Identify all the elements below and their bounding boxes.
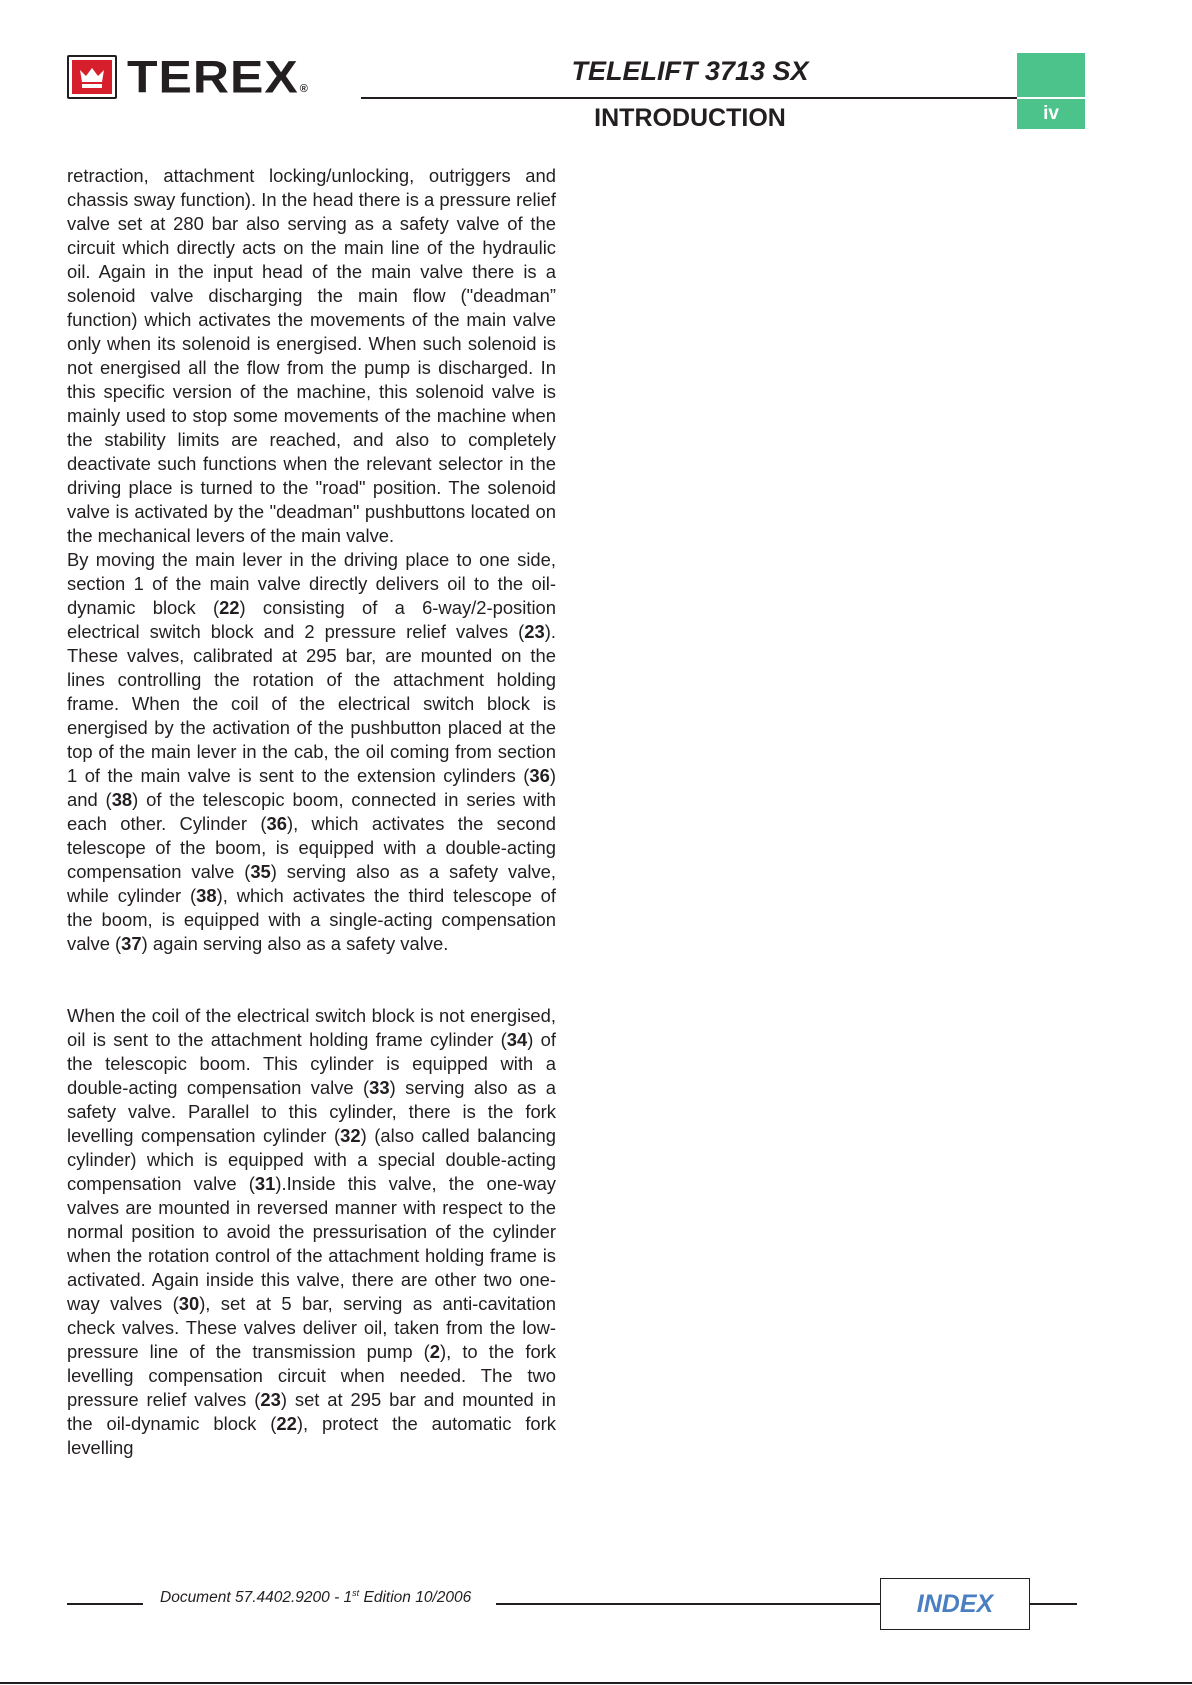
document-reference (160, 1588, 471, 1607)
footer-rule-middle (496, 1603, 880, 1605)
reference-number: 36 (529, 765, 550, 786)
reference-number: 33 (369, 1077, 390, 1098)
reference-number: 37 (121, 933, 142, 954)
reference-number: 36 (266, 813, 287, 834)
index-link[interactable]: INDEX (880, 1578, 1030, 1630)
body-column (67, 164, 556, 1460)
terex-logo (67, 53, 308, 101)
reference-number: 30 (178, 1293, 200, 1314)
reference-number: 22 (219, 597, 240, 618)
section-title: INTRODUCTION (594, 104, 786, 132)
reference-number: 32 (340, 1125, 361, 1146)
document-title: TELELIFT 3713 SX (571, 56, 809, 86)
page-number-tab: iv (1017, 99, 1085, 129)
paragraph-3: When the coil of the electrical switch block is not energised, oil is sent to the attachment holding frame cylinder (34) of the telescopic boom. This cylinder is equipped with a double-acting compensation valve (33) serving also as a safety valve. Parallel to this cylinder, there is the fork levelling compensation cylinder (32) (also called balancing cylinder) which is equipped with a special double-acting compensation valve (31).Inside this valve, the one-way valves are mounted in reversed manner with respect to the normal position to avoid the pressurisation of the cylinder when the rotation control of the attachment holding frame is activated. Again inside this valve, there are other two one-way valves (30), set at 5 bar, serving as anti-cavitation check valves. These valves deliver oil, taken from the low-pressure line of the transmission pump (2), to the fork levelling compensation circuit when needed. The two pressure relief valves (23) set at 295 bar and mounted in the oil-dynamic block (22), protect the automatic fork levelling (67, 1005, 557, 1458)
header-rule (361, 97, 1017, 99)
paragraph-2: By moving the main lever in the driving place to one side, section 1 of the main valve directly delivers oil to the oil-dynamic block (22) consisting of a 6-way/2-position electrical switch block and 2 pressure relief valves (23). These valves, calibrated at 295 bar, are mounted on the lines controlling the rotation of the attachment holding frame. When the coil of the electrical switch block is energised by the activation of the pushbutton placed at the top of the main lever in the cab, the oil coming from section 1 of the main valve is sent to the extension cylinders (36) and (38) of the telescopic boom, connected in series with each other. Cylinder (36), which activates the second telescope of the boom, is equipped with a double-acting compensation valve (35) serving also as a safety valve, while cylinder (38), which activates the third telescope of the boom, is equipped with a single-acting compensation valve (37) again serving also as a safety valve. (67, 549, 557, 954)
reference-number: 38 (111, 789, 133, 810)
reference-number: 34 (506, 1029, 528, 1050)
registered-mark: ® (299, 83, 308, 95)
reference-number: 23 (524, 621, 545, 642)
reference-number: 35 (250, 861, 271, 882)
reference-number: 31 (254, 1173, 276, 1194)
logo-wordmark: TEREX (127, 51, 299, 103)
terex-crown-icon (67, 55, 117, 99)
footer-rule-right (1030, 1603, 1077, 1605)
doc-reference-suffix: Edition 10/2006 (359, 1589, 472, 1607)
footer-rule-left (67, 1603, 143, 1605)
page-bottom-rule (0, 1682, 1192, 1684)
chapter-tab (1017, 53, 1085, 97)
reference-number: 23 (260, 1389, 281, 1410)
reference-number: 22 (276, 1413, 297, 1434)
reference-number: 2 (429, 1341, 441, 1362)
paragraph-1: retraction, attachment locking/unlocking, outriggers and chassis sway function). In the head there is a pressure relief valve set at 280 bar also serving as a safety valve of the circuit which directly acts on the main line of the hydraulic oil. Again in the input head of the main valve there is a solenoid valve discharging the main flow ("deadman” function) which activates the movements of the main valve only when its solenoid is energised. When such solenoid is not energised all the flow from the pump is discharged. In this specific version of the machine, this solenoid valve is mainly used to stop some movements of the machine when the stability limits are reached, and also to completely deactivate such functions when the relevant selector in the driving place is turned to the "road" position. The solenoid valve is activated by the "deadman" pushbuttons located on the mechanical levers of the main valve. (67, 165, 556, 546)
doc-reference-prefix: Document 57.4402.9200 - 1 (160, 1589, 353, 1607)
reference-number: 38 (196, 885, 217, 906)
doc-reference-superscript: st (352, 1588, 360, 1598)
